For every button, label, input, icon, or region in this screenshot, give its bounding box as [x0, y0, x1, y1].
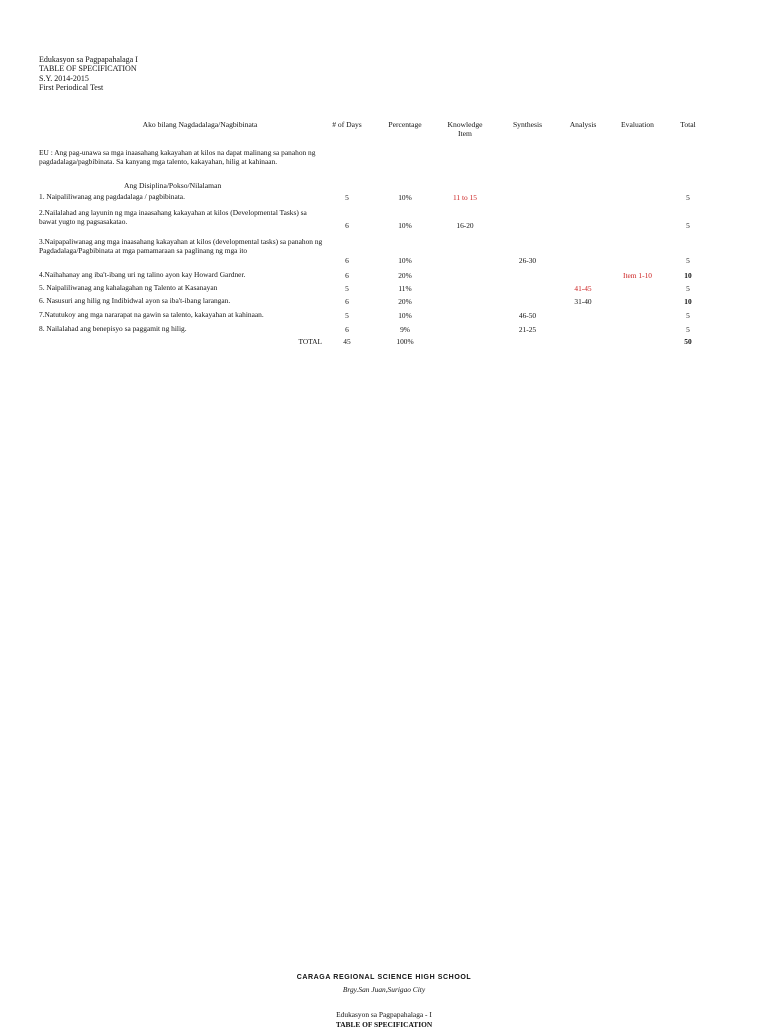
row-days: 6 [345, 221, 349, 230]
row-percentage: 20% [398, 297, 412, 306]
row-total: 5 [686, 256, 690, 265]
row-knowledge: 16-20 [456, 221, 474, 230]
row-days: 6 [345, 271, 349, 280]
row-description: 5. Naipaliliwanag ang kahalagahan ng Talento at Kasanayan [39, 283, 218, 292]
row-total: 10 [684, 297, 692, 306]
row-description: 7.Natutukoy ang mga nararapat na gawin sa talento, kakayahan at kahinaan. [39, 310, 264, 319]
col-days: # of Days [332, 120, 362, 129]
row-days: 6 [345, 325, 349, 334]
row-synthesis: 46-50 [518, 311, 537, 320]
total-percentage: 100% [396, 337, 414, 346]
grand-total: 50 [684, 337, 692, 346]
row-description: 6. Nasusuri ang hilig ng Indibidwal ayon sa iba't-ibang larangan. [39, 296, 231, 305]
row-analysis: 41-45 [574, 284, 592, 293]
row-description: 2.Nailalahad ang layunin ng mga inaasahang kakayahan at kilos (Developmental Tasks) sa bawat yugto ng pagsasakatao. [39, 208, 307, 226]
row-description: 4.Naihahanay ang iba't-ibang uri ng talino ayon kay Howard Gardner. [39, 270, 246, 279]
row-days: 5 [345, 311, 349, 320]
row-percentage: 10% [398, 193, 412, 202]
row-synthesis: 21-25 [518, 325, 537, 334]
col-synthesis: Synthesis [512, 120, 543, 129]
content-subheading: Ang Disiplina/Pokso/Nilalaman [124, 181, 222, 190]
row-percentage: 10% [398, 311, 412, 320]
col-analysis: Analysis [569, 120, 597, 129]
col-knowledge: Knowledge Item [447, 120, 483, 138]
document-header [39, 55, 138, 92]
row-percentage: 20% [398, 271, 412, 280]
row-total: 5 [686, 221, 690, 230]
row-total: 5 [686, 284, 690, 293]
row-total: 5 [686, 325, 690, 334]
row-evaluation: Item 1-10 [623, 271, 652, 280]
table-header [0, 120, 768, 144]
row-knowledge: 11 to 15 [453, 193, 477, 202]
row-total: 5 [686, 193, 690, 202]
row-days: 5 [345, 193, 349, 202]
school-year: S.Y. 2014-2015 [39, 73, 89, 83]
col-competency: Ako bilang Nagdadalaga/Nagbibinata [142, 120, 258, 129]
footer-title: TABLE OF SPECIFICATION [335, 1020, 433, 1029]
row-percentage: 11% [398, 284, 412, 293]
school-name: CARAGA REGIONAL SCIENCE HIGH SCHOOL [296, 974, 472, 981]
row-days: 6 [345, 297, 349, 306]
row-total: 10 [684, 271, 692, 280]
row-days: 6 [345, 256, 349, 265]
row-analysis: 31-40 [574, 297, 592, 306]
col-percentage: Percentage [388, 120, 422, 129]
row-percentage: 10% [398, 221, 412, 230]
row-percentage: 9% [400, 325, 410, 334]
row-percentage: 10% [398, 256, 412, 265]
school-address: Brgy.San Juan,Surigao City [342, 985, 426, 994]
row-description: 1. Naipaliliwanag ang pagdadalaga / pagbibinata. [39, 192, 185, 201]
total-label: TOTAL [298, 337, 322, 346]
row-description: 8. Nailalahad ang benepisyo sa paggamit ng hilig. [39, 324, 187, 333]
subject-line: Edukasyon sa Pagpapahalaga I [39, 55, 138, 64]
row-synthesis: 26-30 [518, 256, 537, 265]
test-name: First Periodical Test [39, 82, 104, 92]
row-days: 5 [345, 284, 349, 293]
document-title: TABLE OF SPECIFICATION [39, 64, 137, 74]
footer-subject: Edukasyon sa Pagpapahalaga - I [336, 1010, 432, 1019]
row-description: 3.Naipapaliwanag ang mga inaasahang kakayahan at kilos (developmental tasks) sa panahon ng Pagdadalaga/Pagbibinata at mga pamamaraan sa paglinang ng mga ito [39, 237, 323, 255]
total-days: 45 [343, 337, 351, 346]
row-total: 5 [686, 311, 690, 320]
col-total: Total [680, 120, 696, 129]
col-evaluation: Evaluation [621, 120, 654, 129]
enduring-understanding: EU : Ang pag-unawa sa mga inaasahang kakayahan at kilos na dapat malinang sa panahon ng pagdadalaga/pagbibinata. Sa kanyang mga talento, kakayahan, hilig at kahinaan. [39, 148, 316, 166]
